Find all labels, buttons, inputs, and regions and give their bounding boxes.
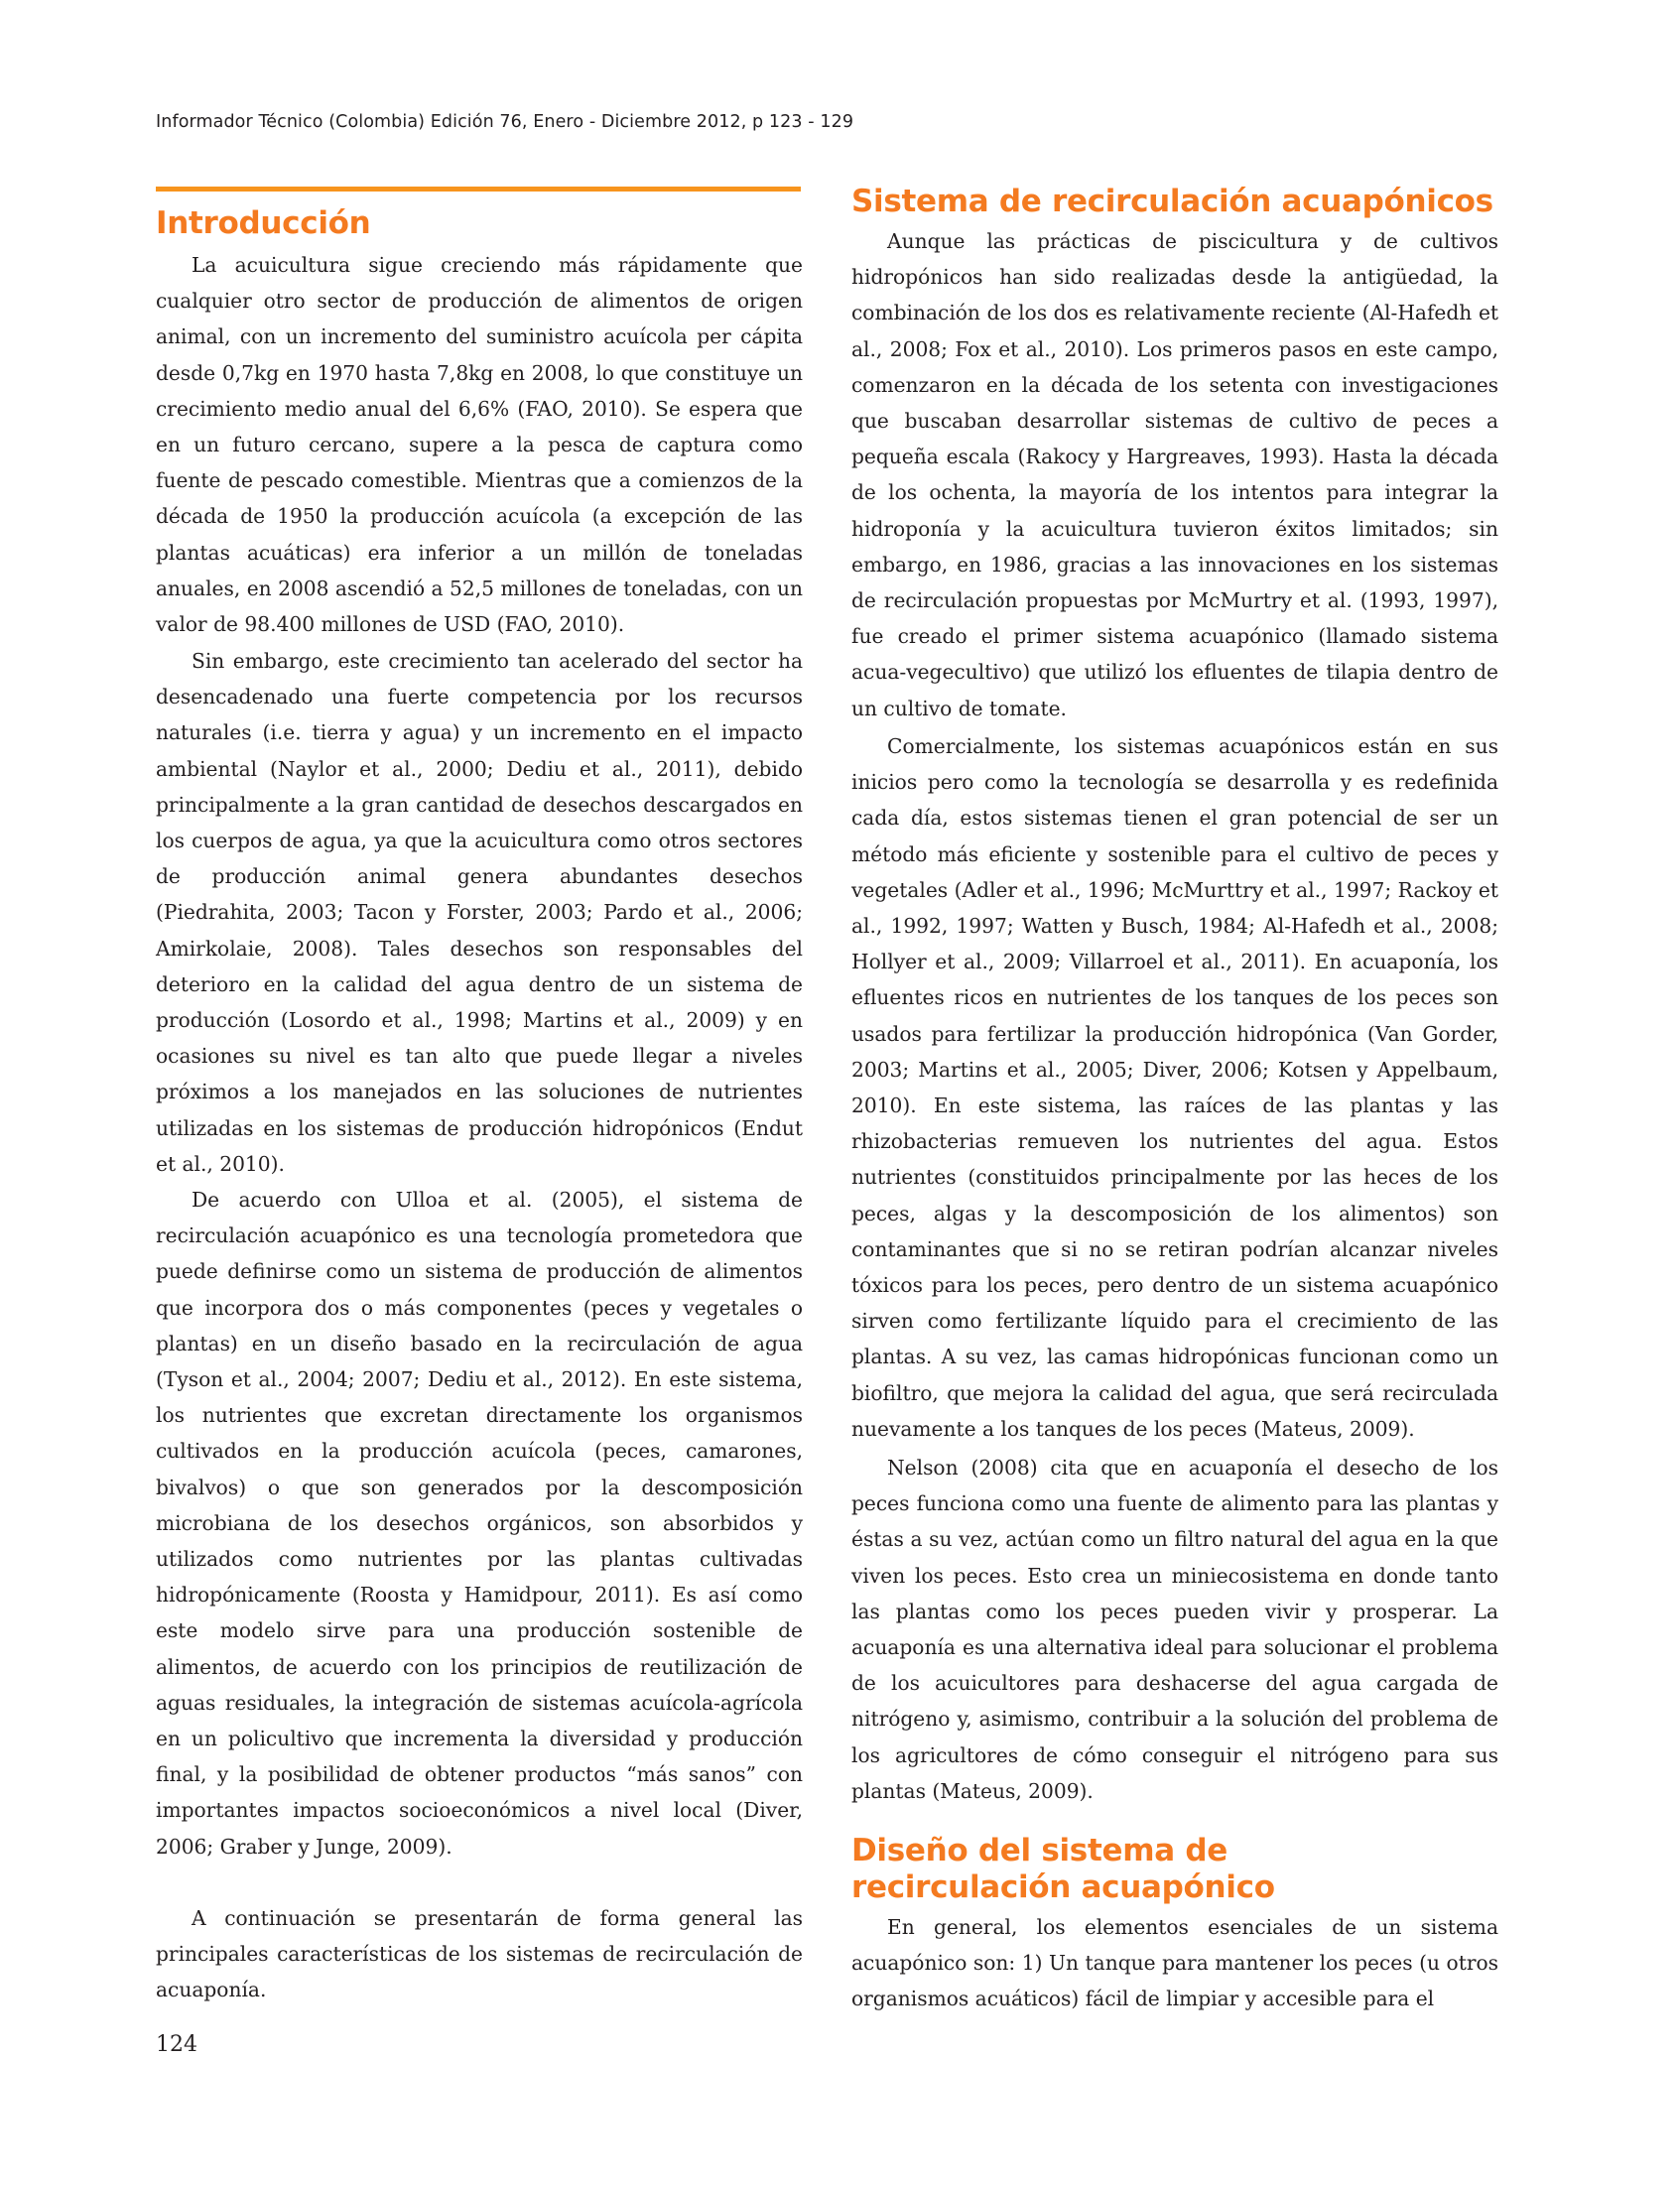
- paragraph-diseno-1: En general, los elementos esenciales de un sistema acuapónico son: 1) Un tanque para mantener los peces (u otros organismos acuáticos) fácil de limpiar y accesible para el: [851, 1915, 1498, 2011]
- paragraph-intro-2: Sin embargo, este crecimiento tan acelerado del sector ha desencadenado una fuerte competencia por los recursos naturales (i.e. tierra y agua) y un incremento en el impacto ambiental (Naylor et al., 2000; Dediu et al., 2011), debido principalmente a la gran cantidad de desechos descargados en los cuerpos de agua, ya que la acuicultura como otros sectores de producción animal genera abundantes desechos (Piedrahita, 2003; Tacon y Forster, 2003; Pardo et al., 2006; Amirkolaie, 2008). Tales desechos son responsables del deterioro en la calidad del agua dentro de un sistema de producción (Losordo et al., 1998; Martins et al., 2009) y en ocasiones su nivel es tan alto que puede llegar a niveles próximos a los manejados en las soluciones de nutrientes utilizadas en los sistemas de producción hidropónicos (Endut et al., 2010).: [156, 649, 803, 1176]
- running-head: Informador Técnico (Colombia) Edición 76, Enero - Diciembre 2012, p 123 - 129: [156, 112, 854, 132]
- paragraph-intro-3: De acuerdo con Ulloa et al. (2005), el sistema de recirculación acuapónico es una tecnología prometedora que puede definirse como un sistema de producción de alimentos que incorpora dos o más componentes (peces y vegetales o plantas) en un diseño basado en la recirculación de agua (Tyson et al., 2004; 2007; Dediu et al., 2012). En este sistema, los nutrientes que excretan directamente los organismos cultivados en la producción acuícola (peces, camarones, bivalvos) o que son generados por la descomposición microbiana de los desechos orgánicos, son absorbidos y utilizados como nutrientes por las plantas cultivadas hidropónicamente (Roosta y Hamidpour, 2011). Es así como este modelo sirve para una producción sostenible de alimentos, de acuerdo con los principios de reutilización de aguas residuales, la integración de sistemas acuícola-agrícola en un policultivo que incrementa la diversidad y producción final, y la posibilidad de obtener productos “más sanos” con importantes impactos socioeconómicos a nivel local (Diver, 2006; Graber y Junge, 2009).: [156, 1188, 803, 1859]
- paragraph-sistema-2: Comercialmente, los sistemas acuapónicos están en sus inicios pero como la tecnología se desarrolla y es redefinida cada día, estos sistemas tienen el gran potencial de ser un método más eficiente y sostenible para el cultivo de peces y vegetales (Adler et al., 1996; McMurttry et al., 1997; Rackoy et al., 1992, 1997; Watten y Busch, 1984; Al-Hafedh et al., 2008; Hollyer et al., 2009; Villarroel et al., 2011). En acuaponía, los efluentes ricos en nutrientes de los tanques de los peces son usados para fertilizar la producción hidropónica (Van Gorder, 2003; Martins et al., 2005; Diver, 2006; Kotsen y Appelbaum, 2010). En este sistema, las raíces de las plantas y las rhizobacterias remueven los nutrientes del agua. Estos nutrientes (constituidos principalmente por las heces de los peces, algas y la descomposición de los alimentos) son contaminantes que si no se retiran podrían alcanzar niveles tóxicos para los peces, pero dentro de un sistema acuapónico sirven como fertilizante líquido para el crecimiento de las plantas. A su vez, las camas hidropónicas funcionan como un biofiltro, que mejora la calidad del agua, que será recirculada nuevamente a los tanques de los peces (Mateus, 2009).: [851, 734, 1498, 1441]
- heading-sistema-recirculacion: Sistema de recirculación acuapónicos: [851, 184, 1493, 219]
- paragraph-intro-1: La acuicultura sigue creciendo más rápidamente que cualquier otro sector de producción de alimentos de origen animal, con un incremento del suministro acuícola per cápita desde 0,7kg en 1970 hasta 7,8kg en 2008, lo que constituye un crecimiento medio anual del 6,6% (FAO, 2010). Se espera que en un futuro cercano, supere a la pesca de captura como fuente de pescado comestible. Mientras que a comienzos de la década de 1950 la producción acuícola (a excepción de las plantas acuáticas) era inferior a un millón de toneladas anuales, en 2008 ascendió a 52,5 millones de toneladas, con un valor de 98.400 millones de USD (FAO, 2010).: [156, 253, 803, 637]
- heading-diseno-sistema: Diseño del sistema de recirculación acuapónico: [851, 1833, 1275, 1905]
- paragraph-intro-4: A continuación se presentarán de forma general las principales características de los sistemas de recirculación de acuaponía.: [156, 1906, 803, 2002]
- heading-introduccion: Introducción: [156, 205, 371, 241]
- orange-rule: [156, 187, 801, 192]
- paragraph-sistema-3: Nelson (2008) cita que en acuaponía el desecho de los peces funciona como una fuente de alimento para las plantas y éstas a su vez, actúan como un filtro natural del agua en la que viven los peces. Esto crea un miniecosistema en donde tanto las plantas como los peces pueden vivir y prosperar. La acuaponía es una alternativa ideal para solucionar el problema de los acuicultores para deshacerse del agua cargada de nitrógeno y, asimismo, contribuir a la solución del problema de los agricultores de cómo conseguir el nitrógeno para sus plantas (Mateus, 2009).: [851, 1456, 1498, 1803]
- page-number: 124: [156, 2032, 197, 2057]
- paragraph-sistema-1: Aunque las prácticas de piscicultura y de cultivos hidropónicos han sido realizadas desde la antigüedad, la combinación de los dos es relativamente reciente (Al-Hafedh et al., 2008; Fox et al., 2010). Los primeros pasos en este campo, comenzaron en la década de los setenta con investigaciones que buscaban desarrollar sistemas de cultivo de peces a pequeña escala (Rakocy y Hargreaves, 1993). Hasta la década de los ochenta, la mayoría de los intentos para integrar la hidroponía y la acuicultura tuvieron éxitos limitados; sin embargo, en 1986, gracias a las innovaciones en los sistemas de recirculación propuestas por McMurtry et al. (1993, 1997), fue creado el primer sistema acuapónico (llamado sistema acua-vegecultivo) que utilizó los efluentes de tilapia dentro de un cultivo de tomate.: [851, 229, 1498, 720]
